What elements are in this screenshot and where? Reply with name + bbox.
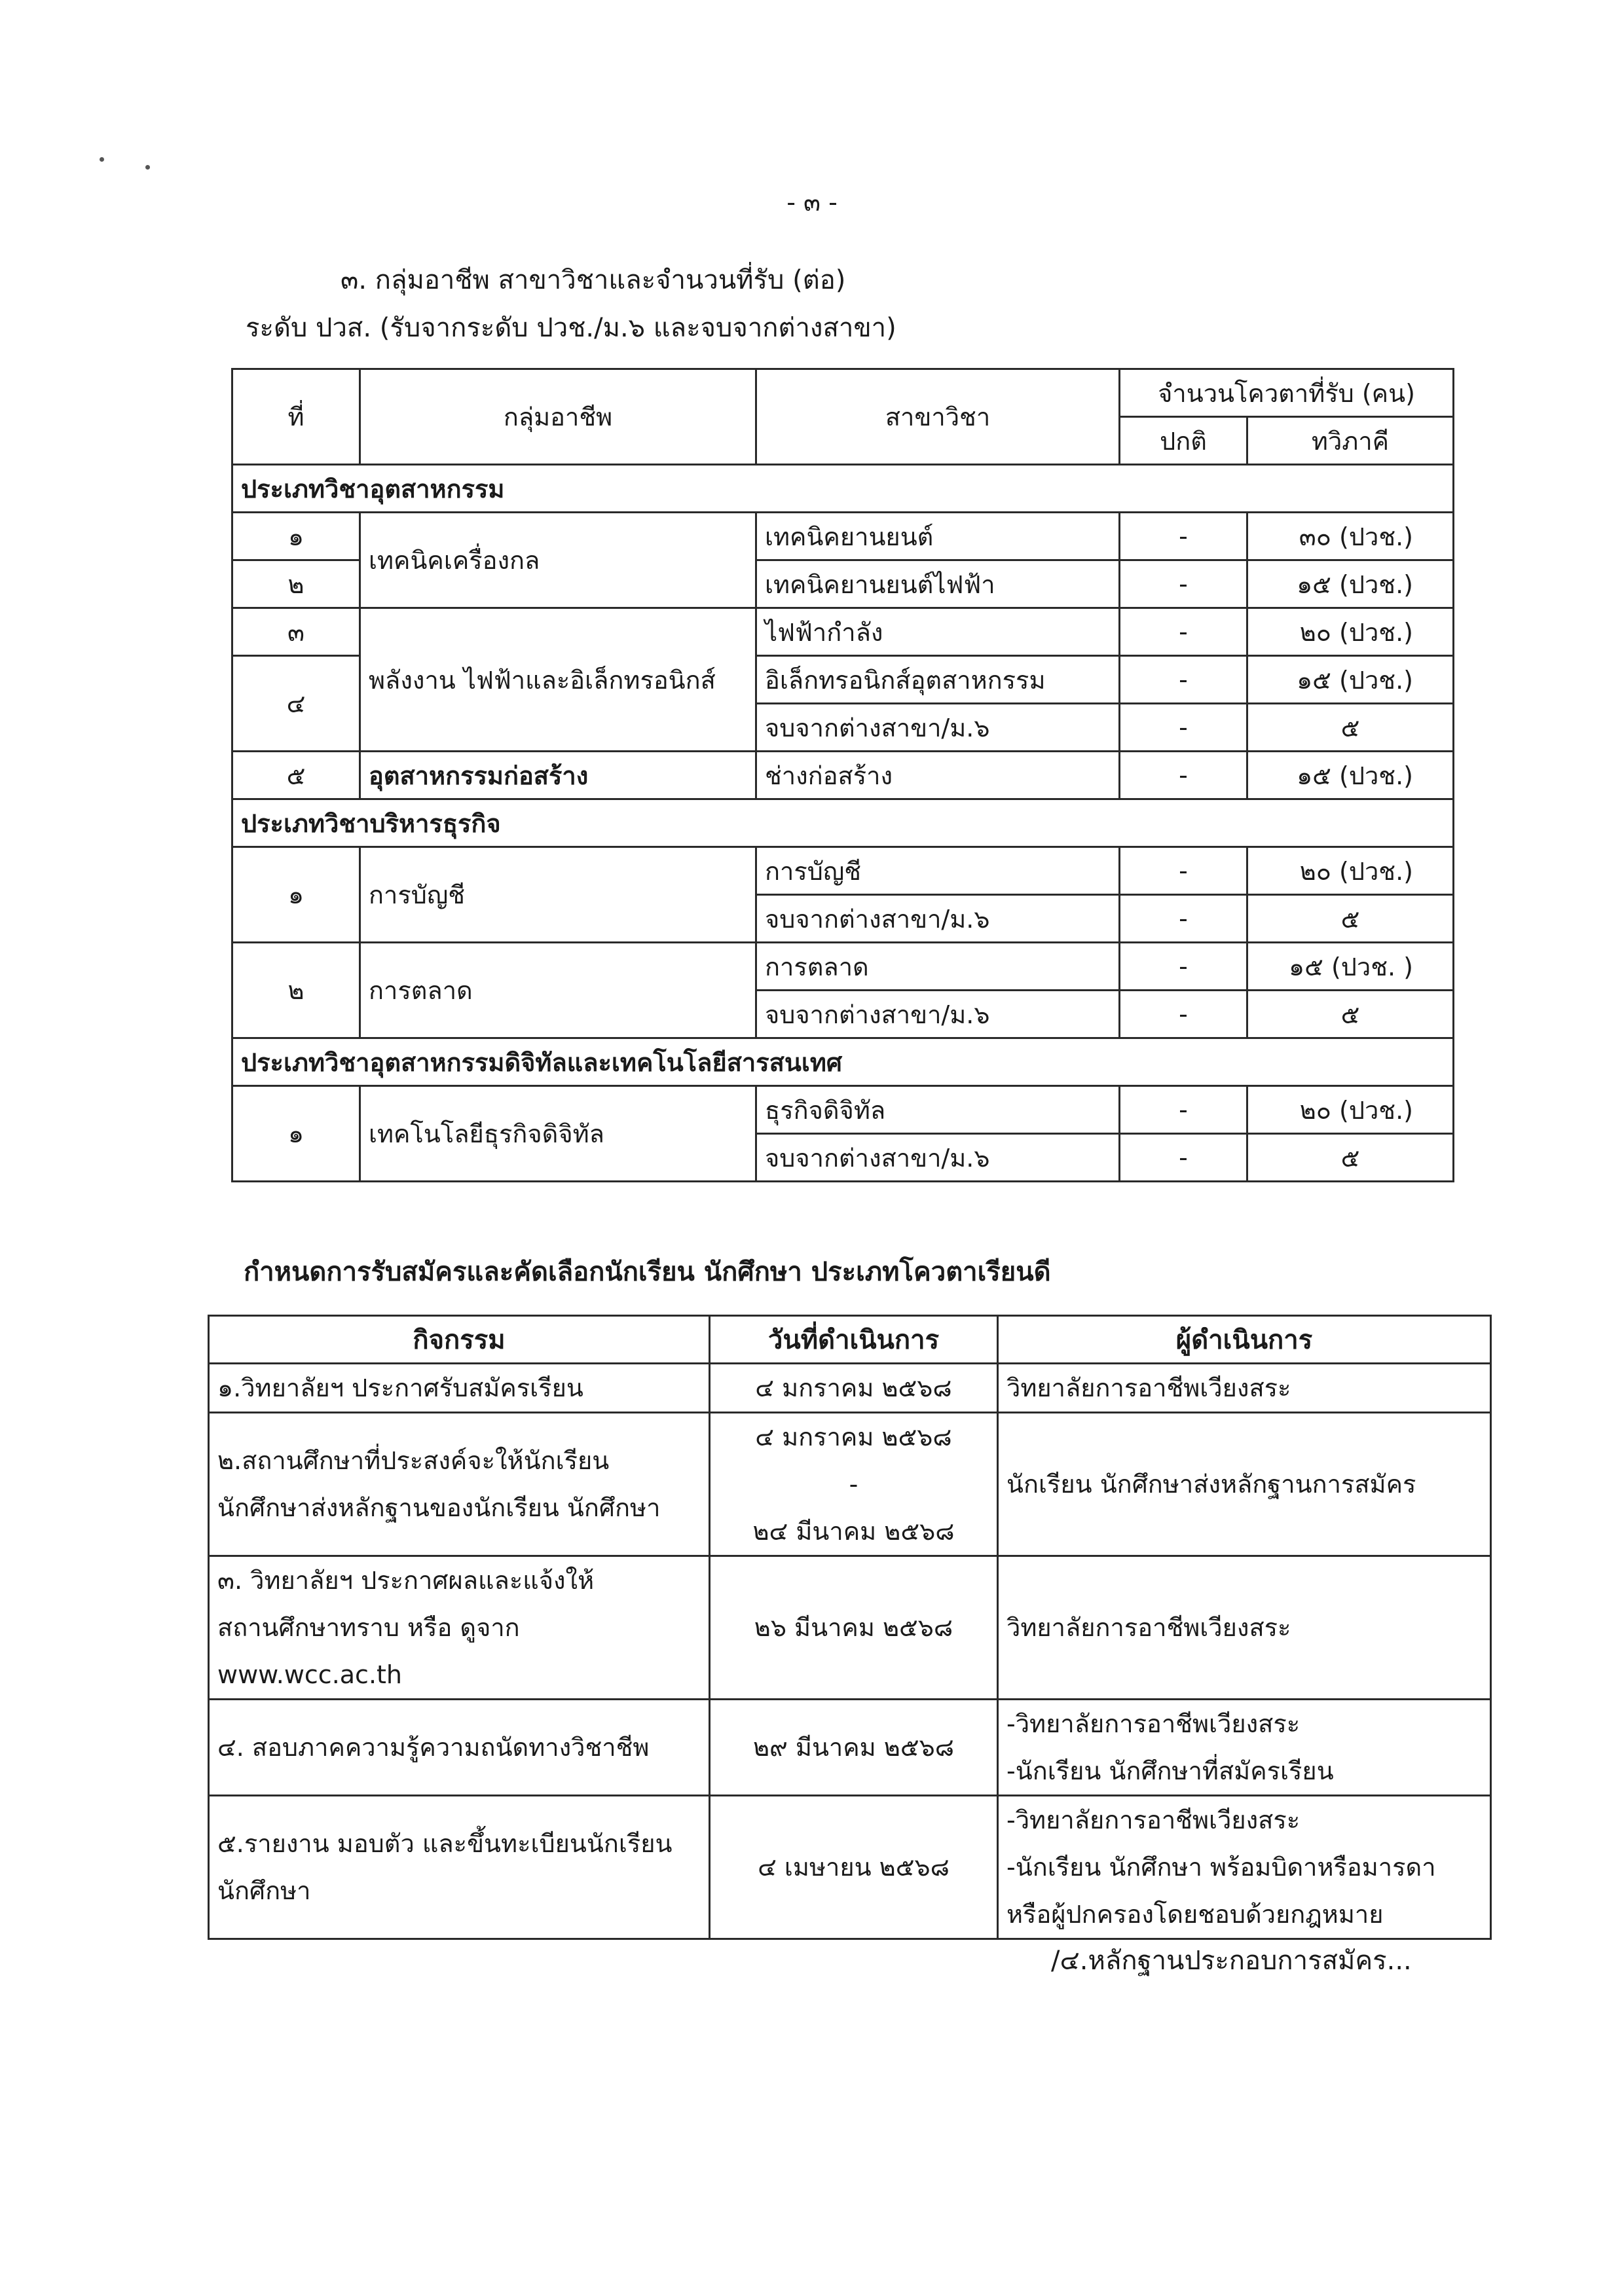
activity-cell	[209, 1556, 710, 1700]
operator-text: -วิทยาลัยการอาชีพเวียงสระ	[1006, 1709, 1301, 1738]
table-header-row	[232, 369, 1454, 417]
header-date: วันที่ดำเนินการ	[710, 1316, 998, 1364]
schedule-table	[208, 1315, 1492, 1940]
table-row	[209, 1364, 1491, 1413]
operator-cell	[998, 1796, 1491, 1939]
activity-cell	[209, 1700, 710, 1796]
date-cell	[710, 1796, 998, 1939]
dual-cell: ๕	[1247, 1134, 1454, 1182]
operator-text: -นักเรียน นักศึกษาที่สมัครเรียน	[1006, 1757, 1334, 1785]
row-no: ๓	[232, 608, 360, 656]
group-cell: อุตสาหกรรมก่อสร้าง	[360, 752, 756, 799]
dual-cell: ๒๐ (ปวช.)	[1247, 847, 1454, 895]
normal-cell: -	[1120, 608, 1247, 656]
normal-cell: -	[1120, 895, 1247, 943]
table-row	[232, 847, 1454, 895]
major-cell: ช่างก่อสร้าง	[756, 752, 1120, 799]
table-row	[209, 1556, 1491, 1700]
level-subtitle: ระดับ ปวส. (รับจากระดับ ปวช./ม.๖ และจบจากต่างสาขา)	[246, 313, 896, 343]
dual-cell: ๑๕ (ปวช.)	[1247, 560, 1454, 608]
date-cell	[710, 1413, 998, 1556]
schedule-heading: กำหนดการรับสมัครและคัดเลือกนักเรียน นักศึกษา ประเภทโควตาเรียนดี	[244, 1257, 1051, 1287]
section-title: ๓. กลุ่มอาชีพ สาขาวิชาและจำนวนที่รับ (ต่อ)	[341, 265, 846, 295]
quota-table	[231, 368, 1454, 1182]
operator-text: หรือผู้ปกครองโดยชอบด้วยกฎหมาย	[1006, 1900, 1384, 1929]
activity-text: ๒.สถานศึกษาที่ประสงค์จะให้นักเรียน	[217, 1446, 610, 1475]
major-cell: จบจากต่างสาขา/ม.๖	[756, 991, 1120, 1038]
major-cell: เทคนิคยานยนต์ไฟฟ้า	[756, 560, 1120, 608]
dual-cell: ๑๕ (ปวช. )	[1247, 943, 1454, 991]
date-text: ๒๔ มีนาคม ๒๕๖๘	[752, 1517, 955, 1546]
major-cell: จบจากต่างสาขา/ม.๖	[756, 704, 1120, 752]
operator-text: -นักเรียน นักศึกษา พร้อมบิดาหรือมารดา	[1006, 1853, 1436, 1882]
header-normal: ปกติ	[1120, 417, 1247, 465]
date-text: ๒๖ มีนาคม ๒๕๖๘	[754, 1613, 953, 1642]
major-cell: การตลาด	[756, 943, 1120, 991]
dual-cell: ๒๐ (ปวช.)	[1247, 1086, 1454, 1134]
group-cell: พลังงาน ไฟฟ้าและอิเล็กทรอนิกส์	[360, 608, 756, 752]
header-group: กลุ่มอาชีพ	[360, 369, 756, 465]
operator-text: วิทยาลัยการอาชีพเวียงสระ	[1006, 1374, 1291, 1402]
activity-cell	[209, 1796, 710, 1939]
row-no: ๑	[232, 513, 360, 560]
date-cell	[710, 1364, 998, 1413]
date-cell	[710, 1556, 998, 1700]
header-operator: ผู้ดำเนินการ	[998, 1316, 1491, 1364]
major-cell: เทคนิคยานยนต์	[756, 513, 1120, 560]
activity-text: ๑.วิทยาลัยฯ ประกาศรับสมัครเรียน	[217, 1374, 583, 1402]
header-no: ที่	[232, 369, 360, 465]
activity-text: ๓. วิทยาลัยฯ ประกาศผลและแจ้งให้	[217, 1566, 595, 1595]
table-row	[232, 943, 1454, 991]
table-row	[232, 752, 1454, 799]
group-cell: การตลาด	[360, 943, 756, 1038]
normal-cell: -	[1120, 1086, 1247, 1134]
group-cell: การบัญชี	[360, 847, 756, 943]
row-no: ๒	[232, 943, 360, 1038]
normal-cell: -	[1120, 1134, 1247, 1182]
row-no: ๑	[232, 1086, 360, 1182]
group-cell: เทคนิคเครื่องกล	[360, 513, 756, 608]
category-row	[232, 465, 1454, 513]
scan-speck	[145, 165, 150, 170]
date-cell	[710, 1700, 998, 1796]
date-text: ๔ เมษายน ๒๕๖๘	[758, 1853, 950, 1882]
header-activity: กิจกรรม	[209, 1316, 710, 1364]
major-cell: การบัญชี	[756, 847, 1120, 895]
major-cell: ไฟฟ้ากำลัง	[756, 608, 1120, 656]
normal-cell: -	[1120, 991, 1247, 1038]
table-row	[232, 1086, 1454, 1134]
date-text: ๔ มกราคม ๒๕๖๘	[755, 1423, 952, 1451]
normal-cell: -	[1120, 560, 1247, 608]
activity-text: สถานศึกษาทราบ หรือ ดูจาก	[217, 1613, 520, 1642]
operator-cell	[998, 1700, 1491, 1796]
row-no: ๕	[232, 752, 360, 799]
row-no: ๒	[232, 560, 360, 608]
major-cell: จบจากต่างสาขา/ม.๖	[756, 1134, 1120, 1182]
table-row	[209, 1700, 1491, 1796]
date-text: -	[849, 1470, 858, 1499]
page-number: - ๓ -	[786, 188, 838, 217]
dual-cell: ๕	[1247, 704, 1454, 752]
activity-text: นักศึกษาส่งหลักฐานของนักเรียน นักศึกษา	[217, 1493, 661, 1522]
dual-cell: ๕	[1247, 991, 1454, 1038]
category-row	[232, 799, 1454, 847]
activity-text: นักศึกษา	[217, 1876, 311, 1905]
operator-text: -วิทยาลัยการอาชีพเวียงสระ	[1006, 1806, 1301, 1834]
major-cell: จบจากต่างสาขา/ม.๖	[756, 895, 1120, 943]
normal-cell: -	[1120, 704, 1247, 752]
operator-cell	[998, 1556, 1491, 1700]
category-industrial: ประเภทวิชาอุตสาหกรรม	[232, 465, 1454, 513]
normal-cell: -	[1120, 943, 1247, 991]
dual-cell: ๑๕ (ปวช.)	[1247, 752, 1454, 799]
category-row	[232, 1038, 1454, 1086]
row-no: ๑	[232, 847, 360, 943]
table-header-row	[209, 1316, 1491, 1364]
major-cell: อิเล็กทรอนิกส์อุตสาหกรรม	[756, 656, 1120, 704]
table-row	[209, 1413, 1491, 1556]
header-dual: ทวิภาคี	[1247, 417, 1454, 465]
normal-cell: -	[1120, 513, 1247, 560]
activity-text: www.wcc.ac.th	[217, 1660, 403, 1689]
continuation-note: /๔.หลักฐานประกอบการสมัคร...	[1051, 1946, 1412, 1976]
activity-cell	[209, 1413, 710, 1556]
activity-cell	[209, 1364, 710, 1413]
normal-cell: -	[1120, 752, 1247, 799]
activity-text: ๔. สอบภาคความรู้ความถนัดทางวิชาชีพ	[217, 1733, 650, 1762]
dual-cell: ๕	[1247, 895, 1454, 943]
header-major: สาขาวิชา	[756, 369, 1120, 465]
operator-cell	[998, 1364, 1491, 1413]
date-text: ๒๙ มีนาคม ๒๕๖๘	[752, 1733, 955, 1762]
operator-cell	[998, 1413, 1491, 1556]
major-cell: ธุรกิจดิจิทัล	[756, 1086, 1120, 1134]
scan-speck	[100, 157, 104, 162]
normal-cell: -	[1120, 656, 1247, 704]
dual-cell: ๓๐ (ปวช.)	[1247, 513, 1454, 560]
table-row	[232, 608, 1454, 656]
row-no: ๔	[232, 656, 360, 752]
normal-cell: -	[1120, 847, 1247, 895]
dual-cell: ๑๕ (ปวช.)	[1247, 656, 1454, 704]
operator-text: นักเรียน นักศึกษาส่งหลักฐานการสมัคร	[1006, 1470, 1416, 1499]
table-row	[232, 513, 1454, 560]
operator-text: วิทยาลัยการอาชีพเวียงสระ	[1006, 1613, 1291, 1642]
activity-text: ๕.รายงาน มอบตัว และขึ้นทะเบียนนักเรียน	[217, 1829, 673, 1858]
date-text: ๔ มกราคม ๒๕๖๘	[755, 1374, 952, 1402]
dual-cell: ๒๐ (ปวช.)	[1247, 608, 1454, 656]
group-cell: เทคโนโลยีธุรกิจดิจิทัล	[360, 1086, 756, 1182]
category-business: ประเภทวิชาบริหารธุรกิจ	[232, 799, 1454, 847]
header-quota: จำนวนโควตาที่รับ (คน)	[1120, 369, 1454, 417]
table-row	[209, 1796, 1491, 1939]
category-digital: ประเภทวิชาอุตสาหกรรมดิจิทัลและเทคโนโลยีสารสนเทศ	[232, 1038, 1454, 1086]
